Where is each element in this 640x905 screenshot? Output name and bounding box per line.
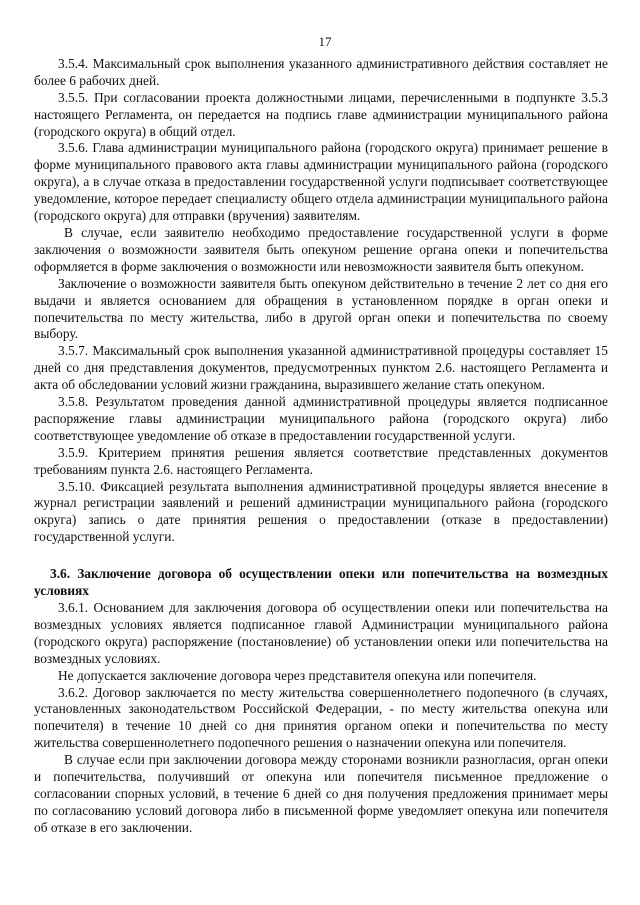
paragraph-opinion-validity: Заключение о возможности заявителя быть опекуном действительно в течение 2 лет со дня его выдачи и является основанием для обращения в установленном порядке в орган опеки и попечительства по месту жительства, либо в другой орган опеки и попечительства по своему выбору. (34, 275, 608, 342)
paragraph-3-5-8: 3.5.8. Результатом проведения данной административной процедуры является подписанное распоряжение главы администрации муниципального района (городского округа) либо соответствующее уведомление об отказе в предоставлении государственной услуги. (34, 394, 608, 443)
paragraph-3-5-5: 3.5.5. При согласовании проекта должностными лицами, перечисленными в подпункте 3.5.3 настоящего Регламента, он передается на подпись главе администрации муниципального района (городского округа) в общий отдел. (34, 89, 608, 139)
paragraph-disagreements: В случае если при заключении договора между сторонами возникли разногласия, орган опеки и попечительства, получивший от опекуна или попечителя письменное предложение о согласовании спорных условий, в течение 6 дней со дня получения предложения принимает меры по согласованию условий договора либо в письменной форме уведомляет опекуна или попечителя об отказе в его заключении. (34, 752, 608, 835)
page-number: 17 (318, 34, 332, 49)
paragraph-3-5-4: 3.5.4. Максимальный срок выполнения указанного административного действия составляет не более 6 рабочих дней. (34, 55, 608, 88)
paragraph-3-6-1: 3.6.1. Основанием для заключения договора об осуществлении опеки или попечительства на возмездных условиях является подписанное главой Администрации муниципального района (городского округа) распоряжение (постановление) об установлении опеки или попечительства на возмездных условиях. (34, 600, 608, 666)
paragraph-opinion-form: В случае, если заявителю необходимо предоставление государственной услуги в форме заключения о возможности заявителя быть опекуном решение органа опеки и попечительства оформляется в форме заключения о возможности или невозможности заявителя быть опекуном. (34, 224, 608, 274)
paragraph-no-representative: Не допускается заключение договора через представителя опекуна или попечителя. (58, 667, 537, 683)
paragraph-3-6-2: 3.6.2. Договор заключается по месту жительства совершеннолетнего подопечного (в случаях, установленных законодательством Российской Федерации, - по месту жительства опекуна или попечителя) в течение 10 дней со дня принятия органом опеки и попечительства по месту жительства совершеннолетнего подопечного решения о назначении опекуна или попечителя. (34, 684, 608, 751)
paragraph-3-5-10: 3.5.10. Фиксацией результата выполнения административной процедуры является внесение в журнал регистрации заявлений и решений администрации муниципального района (городского округа) запись о дате принятия решения о предоставлении (отказе в предоставлении) государственной услуги. (34, 478, 608, 545)
paragraph-3-5-7: 3.5.7. Максимальный срок выполнения указанной административной процедуры составляет 15 дней со дня представления документов, предусмотренных пунктом 2.6. настоящего Регламента и акта об обследовании условий жизни гражданина, выразившего желание стать опекуном. (34, 343, 608, 393)
paragraph-3-5-6: 3.5.6. Глава администрации муниципального района (городского округа) принимает решение в форме муниципального правового акта главы администрации муниципального района (городского округа), а в случае отказа в предоставлении государственной услуги подписывает соответствующее уведомление, которое передает специалисту общего отдела администрации муниципального района (городского округа) для отправки (вручения) заявителям. (34, 140, 608, 224)
paragraph-3-5-9: 3.5.9. Критерием принятия решения является соответствие представленных документов требованиям пункта 2.6. настоящего Регламента. (34, 444, 608, 477)
section-heading-3-6: 3.6. Заключение договора об осуществлении опеки или попечительства на возмездных условиях (34, 566, 608, 599)
document-page (34, 34, 608, 837)
